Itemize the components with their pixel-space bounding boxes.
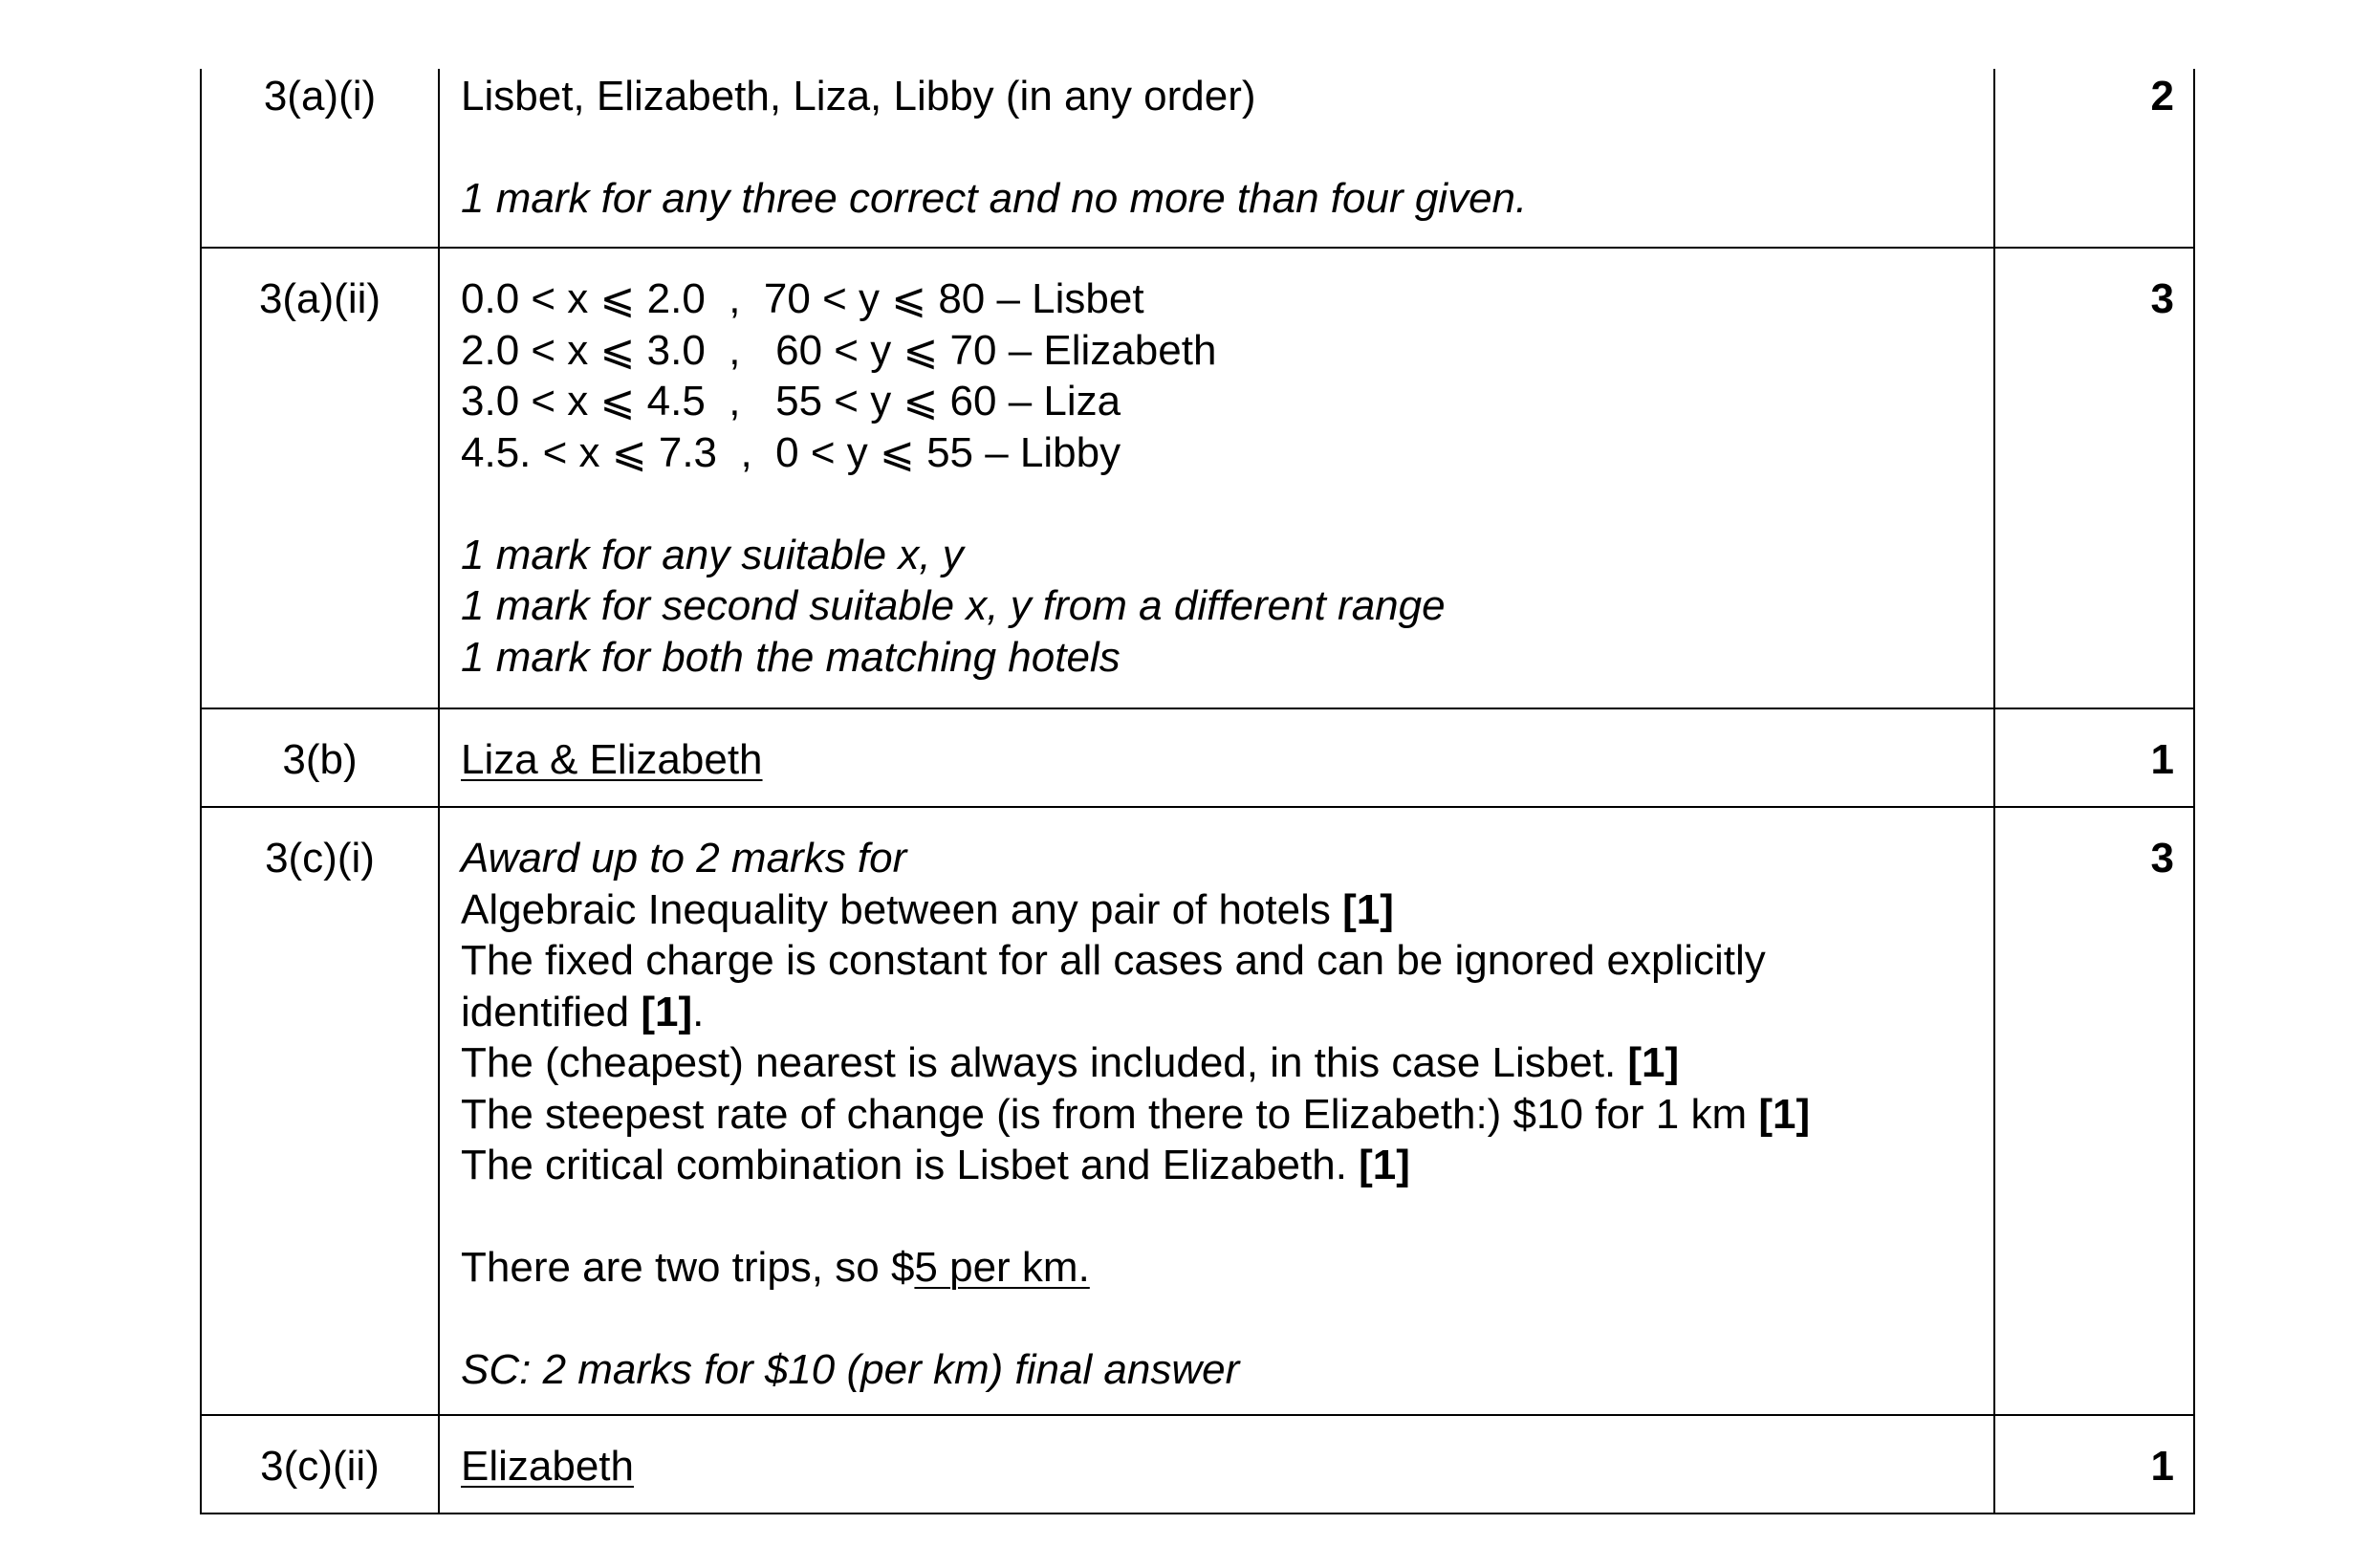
answer-cell bbox=[439, 1415, 1994, 1514]
guidance-line: 1 mark for any suitable x, y bbox=[461, 531, 964, 578]
answer-cell bbox=[439, 807, 1994, 1415]
final-answer: 5 per km. bbox=[914, 1244, 1090, 1291]
answer-cell bbox=[439, 69, 1994, 248]
marks-cell: 1 bbox=[1994, 708, 2194, 807]
range-line: 4.5. < x ⩽ 7.3 , 0 < y ⩽ 55 – Libby bbox=[461, 428, 1121, 476]
marks-cell: 1 bbox=[1994, 1415, 2194, 1514]
marks-cell: 3 bbox=[1994, 248, 2194, 708]
mark-tag: [1] bbox=[1627, 1039, 1680, 1086]
guidance-line: 1 mark for second suitable x, y from a different range bbox=[461, 582, 1446, 629]
conclusion-line: There are two trips, so $5 per km. bbox=[461, 1244, 1090, 1291]
guidance-text: 1 mark for any three correct and no more than four given. bbox=[461, 175, 1528, 222]
answer-cell bbox=[439, 248, 1994, 708]
award-intro: Award up to 2 marks for bbox=[461, 835, 907, 882]
answer-text: Lisbet, Elizabeth, Liza, Libby (in any order) bbox=[461, 73, 1256, 120]
mark-tag: [1] bbox=[641, 988, 693, 1035]
mark-tag: [1] bbox=[1359, 1142, 1410, 1188]
table-row bbox=[201, 1415, 2194, 1514]
question-number: 3(a)(ii) bbox=[201, 248, 439, 708]
marking-point: identified [1]. bbox=[461, 988, 705, 1035]
question-number: 3(a)(i) bbox=[201, 69, 439, 248]
marking-point: The (cheapest) nearest is always included, in this case Lisbet. [1] bbox=[461, 1039, 1680, 1086]
special-case-note: SC: 2 marks for $10 (per km) final answer bbox=[461, 1346, 1240, 1393]
mark-tag: [1] bbox=[1342, 885, 1394, 933]
marks-cell: 3 bbox=[1994, 807, 2194, 1415]
question-number: 3(b) bbox=[201, 708, 439, 807]
range-line: 0.0 < x ⩽ 2.0 , 70 < y ⩽ 80 – Lisbet bbox=[461, 275, 1144, 322]
table-row bbox=[201, 248, 2194, 708]
mark-tag: [1] bbox=[1758, 1090, 1811, 1138]
marking-point: The steepest rate of change (is from there to Elizabeth:) $10 for 1 km [1] bbox=[461, 1090, 1811, 1138]
guidance-line: 1 mark for both the matching hotels bbox=[461, 633, 1121, 681]
question-number: 3(c)(i) bbox=[201, 807, 439, 1415]
table-row bbox=[201, 708, 2194, 807]
marking-point: Algebraic Inequality between any pair of hotels [1] bbox=[461, 885, 1394, 933]
question-number: 3(c)(ii) bbox=[201, 1415, 439, 1514]
range-line: 3.0 < x ⩽ 4.5 , 55 < y ⩽ 60 – Liza bbox=[461, 378, 1121, 425]
marking-point: The fixed charge is constant for all cases and can be ignored explicitly bbox=[461, 937, 1766, 984]
answer-text: Liza & Elizabeth bbox=[461, 736, 763, 783]
table-row bbox=[201, 69, 2194, 248]
mark-scheme-table bbox=[200, 69, 2195, 1514]
range-line: 2.0 < x ⩽ 3.0 , 60 < y ⩽ 70 – Elizabeth bbox=[461, 326, 1217, 374]
table-row bbox=[201, 807, 2194, 1415]
marks-cell: 2 bbox=[1994, 69, 2194, 248]
answer-cell bbox=[439, 708, 1994, 807]
marking-point: The critical combination is Lisbet and Elizabeth. [1] bbox=[461, 1142, 1410, 1188]
answer-text: Elizabeth bbox=[461, 1443, 635, 1490]
